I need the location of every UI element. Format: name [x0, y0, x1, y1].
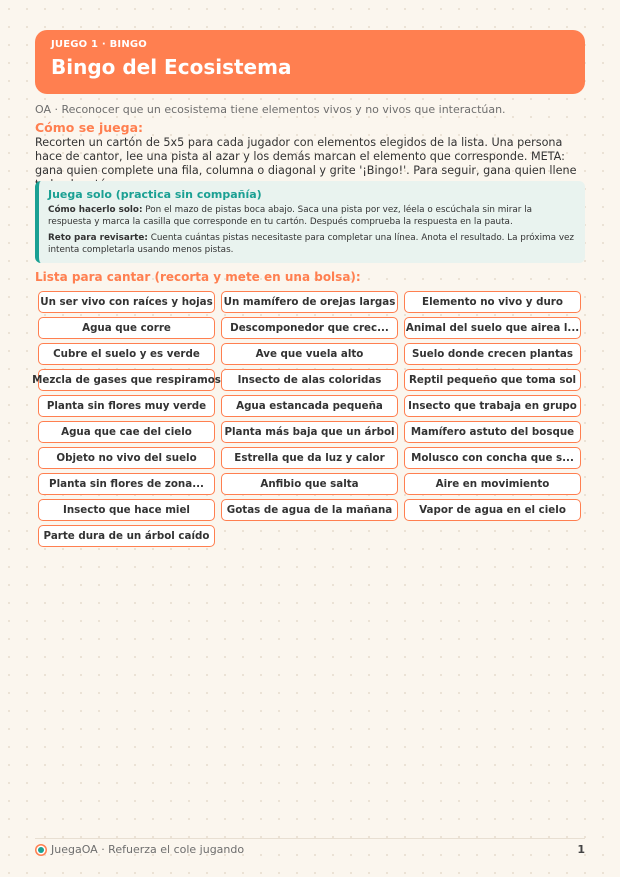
call-card — [404, 343, 581, 365]
call-card-text: Objeto no vivo del suelo — [56, 452, 197, 464]
call-list-heading: Lista para cantar (recorta y mete en una bolsa): — [35, 270, 361, 284]
call-card-text: Insecto de alas coloridas — [237, 374, 382, 386]
call-card-text: Insecto que hace miel — [63, 504, 190, 516]
call-card — [404, 395, 581, 417]
call-card — [221, 317, 398, 339]
call-card-text: Parte dura de un árbol caído — [43, 530, 210, 542]
solo-how-paragraph — [48, 204, 575, 228]
call-card-text: Agua que cae del cielo — [61, 426, 192, 438]
call-list-grid — [32, 291, 582, 547]
call-card — [221, 447, 398, 469]
solo-challenge-label: Reto para revisarte: — [48, 233, 148, 243]
call-card — [221, 291, 398, 313]
call-card — [38, 499, 215, 521]
call-card-text: Suelo donde crecen plantas — [412, 348, 573, 360]
solo-how-label: Cómo hacerlo solo: — [48, 205, 143, 215]
call-card — [38, 525, 215, 547]
call-card-text: Planta sin flores muy verde — [46, 400, 207, 412]
call-card-text: Animal del suelo que airea l... — [405, 322, 580, 334]
call-card — [38, 317, 215, 339]
call-card — [404, 499, 581, 521]
call-card — [38, 343, 215, 365]
call-card — [404, 369, 581, 391]
call-card-text: Insecto que trabaja en grupo — [408, 400, 577, 412]
call-card — [38, 395, 215, 417]
call-card — [221, 421, 398, 443]
game-kicker: JUEGO 1 · BINGO — [51, 39, 148, 50]
call-card-text: Planta sin flores de zona... — [49, 478, 204, 490]
page-title: Bingo del Ecosistema — [51, 55, 292, 79]
how-to-play-text: Recorten un cartón de 5x5 para cada jugador con elementos elegidos de la lista. Una persona hace de cantor, lee una pista al azar y los demás marcan el elemento que corresponde. META: gana quien complete una fila, columna o diagonal y grite '¡Bingo!'. Para seguir, gana quien llene — [35, 136, 577, 177]
how-to-play-heading: Cómo se juega: — [35, 120, 144, 135]
call-card — [38, 447, 215, 469]
call-card-text: Estrella que da luz y calor — [234, 452, 385, 464]
call-card — [404, 473, 581, 495]
learning-objective: OA · Reconocer que un ecosistema tiene elementos vivos y no vivos que interactúan. — [35, 103, 506, 116]
title-banner — [35, 30, 585, 94]
call-card — [221, 499, 398, 521]
call-card-text: Agua que corre — [82, 322, 171, 334]
call-card-text: Mezcla de gases que respiramos — [32, 374, 221, 386]
call-card — [221, 395, 398, 417]
page-footer — [35, 843, 585, 856]
call-card — [32, 369, 221, 391]
call-card-text: Anfibio que salta — [260, 478, 359, 490]
juegaoa-logo-icon — [35, 844, 47, 856]
call-card — [38, 421, 215, 443]
call-card — [221, 369, 398, 391]
call-card-text: Un mamífero de orejas largas — [223, 296, 396, 308]
solo-play-box — [35, 181, 585, 263]
solo-challenge-paragraph — [48, 232, 575, 256]
footer-divider — [35, 838, 585, 839]
call-card-text: Reptil pequeño que toma sol — [408, 374, 577, 386]
call-card — [404, 291, 581, 313]
solo-how-text: Pon el mazo de pistas boca abajo. Saca una pista por vez, léela o escúchala sin mirar la respuesta y marca la casilla que corresponde en tu cartón. Después comprueba la respuesta en la pauta. — [48, 205, 533, 227]
call-card-text: Aire en movimiento — [435, 478, 550, 490]
call-card-text: Mamífero astuto del bosque — [410, 426, 575, 438]
call-card — [221, 343, 398, 365]
call-card-text: Ave que vuela alto — [255, 348, 364, 360]
call-card-text: Planta más baja que un árbol — [224, 426, 395, 438]
call-card-text: Gotas de agua de la mañana — [226, 504, 393, 516]
solo-play-heading: Juega solo (practica sin compañía) — [48, 188, 262, 201]
call-card — [404, 447, 581, 469]
call-card — [221, 473, 398, 495]
footer-brand: JuegaOA · Refuerza el cole jugando — [51, 843, 245, 856]
call-card — [404, 421, 581, 443]
page-number: 1 — [577, 843, 585, 856]
call-card-text: Vapor de agua en el cielo — [419, 504, 566, 516]
call-card-text: Elemento no vivo y duro — [422, 296, 563, 308]
call-card — [404, 317, 581, 339]
call-card-text: Descomponedor que crec... — [230, 322, 389, 334]
solo-challenge-text: Cuenta cuántas pistas necesitaste para completar una línea. Anota el resultado. La próxima vez intenta completarla usando menos pistas. — [48, 233, 575, 255]
call-card-text: Molusco con concha que s... — [411, 452, 574, 464]
call-card-text: Agua estancada pequeña — [236, 400, 383, 412]
call-card-text: Cubre el suelo y es verde — [53, 348, 200, 360]
call-card — [38, 291, 215, 313]
call-card-text: Un ser vivo con raíces y hojas — [40, 296, 213, 308]
call-card — [38, 473, 215, 495]
